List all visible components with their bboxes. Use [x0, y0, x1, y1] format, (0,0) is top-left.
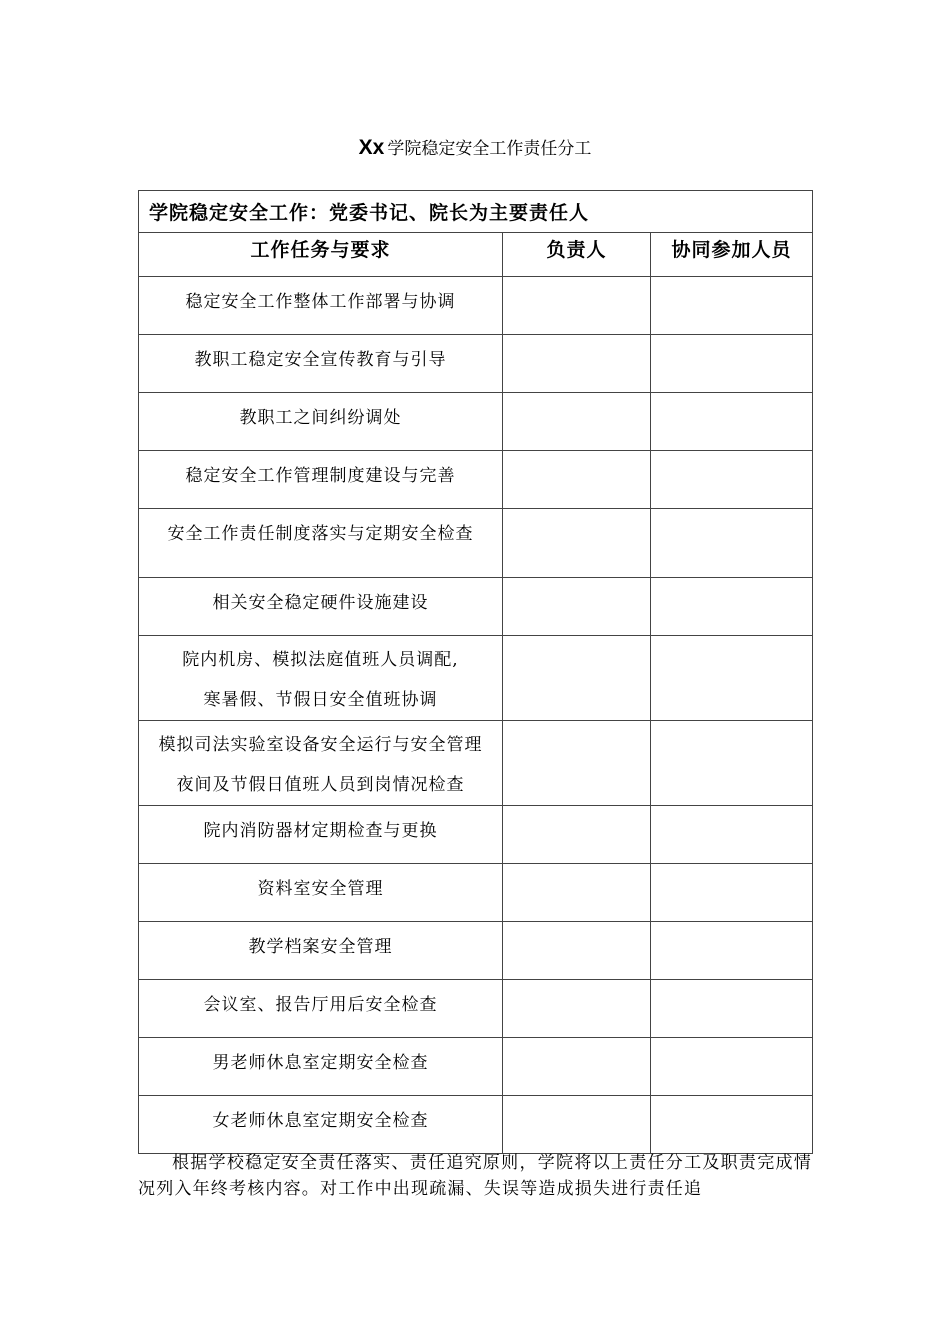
table-row: [139, 721, 813, 806]
collaborators-cell[interactable]: [651, 806, 813, 864]
collaborators-cell[interactable]: [651, 1096, 813, 1154]
task-line: 稳定安全工作管理制度建设与完善: [185, 466, 456, 486]
collaborators-cell[interactable]: [651, 451, 813, 509]
task-cell: [139, 980, 503, 1038]
task-cell: [139, 451, 503, 509]
table-row: [139, 1038, 813, 1096]
owner-cell[interactable]: [503, 1038, 651, 1096]
task-line: 资料室安全管理: [257, 879, 384, 899]
responsibility-table: [138, 190, 813, 1154]
page-title: [0, 136, 950, 161]
collaborators-cell[interactable]: [651, 980, 813, 1038]
collaborators-cell[interactable]: [651, 1038, 813, 1096]
task-line: 相关安全稳定硬件设施建设: [212, 593, 429, 613]
title-text: 学院稳定安全工作责任分工: [387, 139, 592, 159]
owner-cell[interactable]: [503, 806, 651, 864]
task-cell: [139, 1038, 503, 1096]
header-task: 工作任务与要求: [139, 233, 503, 277]
task-line: 院内消防器材定期检查与更换: [203, 821, 438, 841]
task-line: 女老师休息室定期安全检查: [212, 1111, 429, 1131]
table-banner-row: [139, 191, 813, 233]
owner-cell[interactable]: [503, 922, 651, 980]
table-row: [139, 864, 813, 922]
table-row: [139, 578, 813, 636]
table-row: [139, 806, 813, 864]
task-line: 夜间及节假日值班人员到岗情况检查: [176, 775, 465, 795]
task-cell: [139, 636, 503, 721]
table-row: [139, 335, 813, 393]
table-row: [139, 922, 813, 980]
table-header-row: [139, 233, 813, 277]
owner-cell[interactable]: [503, 335, 651, 393]
table-row: [139, 509, 813, 578]
task-line: 安全工作责任制度落实与定期安全检查: [167, 524, 474, 544]
table-row: [139, 451, 813, 509]
owner-cell[interactable]: [503, 721, 651, 806]
table-row: [139, 636, 813, 721]
task-line: 教学档案安全管理: [248, 937, 393, 957]
owner-cell[interactable]: [503, 578, 651, 636]
task-line: 模拟司法实验室设备安全运行与安全管理: [158, 735, 483, 755]
owner-cell[interactable]: [503, 509, 651, 578]
collaborators-cell[interactable]: [651, 721, 813, 806]
task-cell: [139, 922, 503, 980]
task-line: 稳定安全工作整体工作部署与协调: [185, 292, 456, 312]
collaborators-cell[interactable]: [651, 578, 813, 636]
task-line: 教职工之间纠纷调处: [239, 408, 402, 428]
task-cell: [139, 277, 503, 335]
owner-cell[interactable]: [503, 451, 651, 509]
collaborators-cell[interactable]: [651, 277, 813, 335]
task-cell: [139, 393, 503, 451]
collaborators-cell[interactable]: [651, 509, 813, 578]
task-cell: [139, 335, 503, 393]
task-cell: [139, 721, 503, 806]
owner-cell[interactable]: [503, 277, 651, 335]
owner-cell[interactable]: [503, 636, 651, 721]
owner-cell[interactable]: [503, 393, 651, 451]
task-line: 教职工稳定安全宣传教育与引导: [194, 350, 447, 370]
collaborators-cell[interactable]: [651, 393, 813, 451]
task-cell: [139, 1096, 503, 1154]
table-row: [139, 277, 813, 335]
task-line: 寒暑假、节假日安全值班协调: [203, 690, 438, 710]
owner-cell[interactable]: [503, 864, 651, 922]
task-line: 院内机房、模拟法庭值班人员调配,: [182, 650, 459, 670]
collaborators-cell[interactable]: [651, 864, 813, 922]
task-cell: [139, 509, 503, 578]
collaborators-cell[interactable]: [651, 335, 813, 393]
table-row: [139, 1096, 813, 1154]
task-line: 会议室、报告厅用后安全检查: [203, 995, 438, 1015]
task-cell: [139, 864, 503, 922]
table-banner: 学院稳定安全工作：党委书记、院长为主要责任人: [139, 191, 813, 233]
footer-paragraph: 根据学校稳定安全责任落实、责任追究原则，学院将以上责任分工及职责完成情况列入年终考核内容。对工作中出现疏漏、失误等造成损失进行责任追: [138, 1153, 812, 1199]
task-cell: [139, 806, 503, 864]
header-owner: 负责人: [503, 233, 651, 277]
owner-cell[interactable]: [503, 1096, 651, 1154]
collaborators-cell[interactable]: [651, 636, 813, 721]
collaborators-cell[interactable]: [651, 922, 813, 980]
header-collaborators: 协同参加人员: [651, 233, 813, 277]
task-line: 男老师休息室定期安全检查: [212, 1053, 429, 1073]
table-row: [139, 980, 813, 1038]
title-prefix: Xx: [358, 136, 385, 159]
task-cell: [139, 578, 503, 636]
table-row: [139, 393, 813, 451]
owner-cell[interactable]: [503, 980, 651, 1038]
